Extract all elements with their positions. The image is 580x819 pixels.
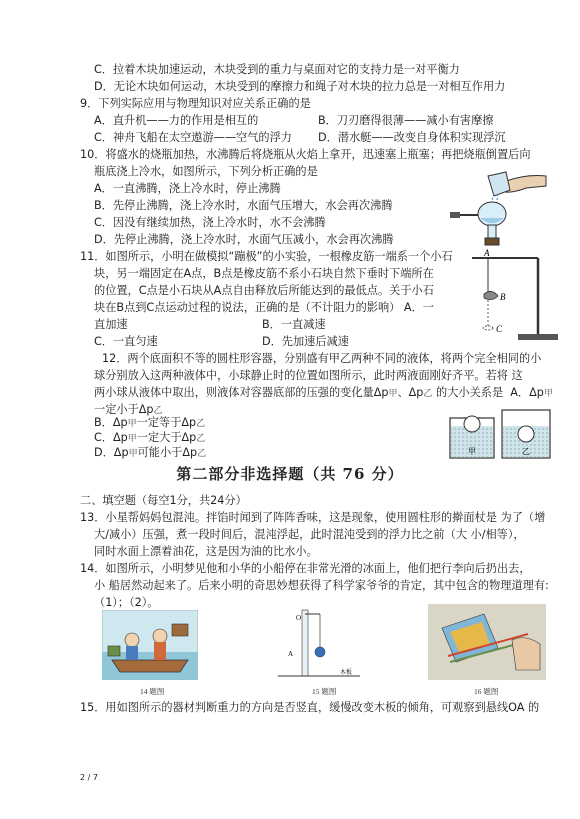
q12-option-a-cont: 一定小于Δp乙 bbox=[94, 403, 163, 416]
label-a15: A bbox=[288, 650, 294, 658]
q12-option-c: C．Δp甲一定大于Δp乙 bbox=[94, 431, 206, 444]
q11-stem-line4: 块在B点到C点运动过程的说法，正确的是（不计阻力的影响） A．一 bbox=[94, 301, 434, 314]
q14-line2: 小 船居然动起来了。后来小明的奇思妙想获得了科学家爷爷的肯定，其中包含的物理道理有: bbox=[94, 579, 549, 592]
q12-option-d: D．Δp甲可能小于Δp乙 bbox=[94, 446, 207, 459]
q11-stem-line3: 的位置，C点是小石块从A点自由释放后所能达到的最低点。关于小石 bbox=[94, 284, 434, 297]
q13-line3: 同时水面上漂着油花，这是因为油的比水小。 bbox=[94, 545, 318, 558]
boat-figure bbox=[102, 610, 198, 680]
q14-line1: 14．如图所示，小明梦见他和小华的小船停在非常光滑的冰面上，他们把行李向后扔出去， bbox=[80, 562, 531, 575]
q8-option-d: D．无论木块如何运动，木块受到的摩擦力和绳子对木块的拉力总是一对相互作用力 bbox=[94, 80, 506, 93]
caption-fig14: 14 题图 bbox=[140, 687, 165, 696]
q13-line2: 大/减小）压强，煮一段时间后，混沌浮起，此时混沌受到的浮力比之前（大 小/相等）， bbox=[94, 528, 525, 541]
flask-figure bbox=[428, 168, 548, 250]
q10-stem-line2: 瓶底浇上冷水，如图所示，下列分析正确的是 bbox=[94, 165, 318, 178]
q9-stem: 9．下列实际应用与物理知识对应关系正确的是 bbox=[80, 97, 311, 110]
q10-option-d: D．先停止沸腾，浇上冷水时，水面气压减小，水会再次沸腾 bbox=[94, 233, 394, 246]
q14-line3: （1）；（2）。 bbox=[94, 596, 159, 609]
q9-option-d: D．潜水艇——改变自身体积实现浮沉 bbox=[318, 131, 506, 144]
plumb-figure bbox=[278, 608, 360, 682]
label-yi: 乙 bbox=[522, 447, 530, 456]
fill-header: 二、填空题（每空1分，共24分） bbox=[80, 494, 247, 507]
q10-stem-line1: 10．将盛水的烧瓶加热，水沸腾后将烧瓶从火焰上拿开，迅速塞上瓶塞；再把烧瓶倒置后向 bbox=[80, 148, 531, 161]
q13-line1: 13．小星帮妈妈包混沌。拌馅时闻到了阵阵香味，这是现象，使用圆柱形的擀面杖是 为了（增 bbox=[80, 511, 546, 524]
label-a: A bbox=[484, 248, 490, 258]
q11-option-a-cont: 直加速 bbox=[94, 318, 128, 331]
q11-option-d: D．先加速后减速 bbox=[262, 335, 349, 348]
caption-fig16: 16 题图 bbox=[474, 687, 499, 696]
q11-stem-line1: 11．如图所示，小明在做模拟“蹦极”的小实验，一根橡皮筋一端系一个小石 bbox=[80, 250, 453, 263]
containers-figure bbox=[446, 404, 556, 460]
q12-option-b: B．Δp甲一定等于Δp乙 bbox=[94, 416, 206, 429]
label-o: O bbox=[296, 614, 302, 622]
q10-option-b: B．先停止沸腾，浇上冷水时，水面气压增大，水会再次沸腾 bbox=[94, 199, 393, 212]
q9-option-c: C．神舟飞船在太空遨游——空气的浮力 bbox=[94, 131, 292, 144]
q8-option-c: C．拉着木块加速运动，木块受到的重力与桌面对它的支持力是一对平衡力 bbox=[94, 63, 460, 76]
bungee-figure bbox=[466, 248, 560, 344]
label-c: C bbox=[496, 324, 503, 334]
page-number: 2 / 7 bbox=[80, 773, 98, 782]
q10-option-a: A．一直沸腾，浇上冷水时，停止沸腾 bbox=[94, 182, 281, 195]
q11-option-c: C．一直匀速 bbox=[94, 335, 158, 348]
q10-option-c: C．因没有继续加热，浇上冷水时，水不会沸腾 bbox=[94, 216, 326, 229]
label-board: 木板 bbox=[340, 669, 353, 676]
q9-option-b: B．刀刃磨得很薄——减小有害摩擦 bbox=[318, 114, 494, 127]
caption-fig15: 15 题图 bbox=[312, 687, 337, 696]
label-jia: 甲 bbox=[468, 447, 476, 456]
q12-stem-line2: 球分别放入这两种液体中，小球静止时的位置如图所示，此时两液面刚好齐平。若将 这 bbox=[94, 369, 523, 382]
notebook-figure bbox=[428, 604, 546, 680]
label-b: B bbox=[500, 292, 506, 302]
q12-stem-line1: 12．两个底面积不等的圆柱形容器，分别盛有甲乙两种不同的液体，将两个完全相同的小 bbox=[102, 352, 542, 365]
q9-option-a: A．直升机——力的作用是相互的 bbox=[94, 114, 259, 127]
q12-stem-line3: 两小球从液体中取出，则液体对容器底部的压强的变化量Δp甲、Δp乙 的大小关系是 A．Δp甲 bbox=[94, 386, 553, 399]
section-title: 第二部分非选择题（共 76 分） bbox=[176, 465, 404, 483]
q11-option-b: B．一直减速 bbox=[262, 318, 326, 331]
q15-line1: 15．用如图所示的器材判断重力的方向是否竖直，缓慢改变木板的倾角，可观察到悬线OA 的 bbox=[80, 701, 540, 714]
q11-stem-line2: 块，另一端固定在A点，B点是橡皮筋不系小石块自然下垂时下端所在 bbox=[94, 267, 434, 280]
